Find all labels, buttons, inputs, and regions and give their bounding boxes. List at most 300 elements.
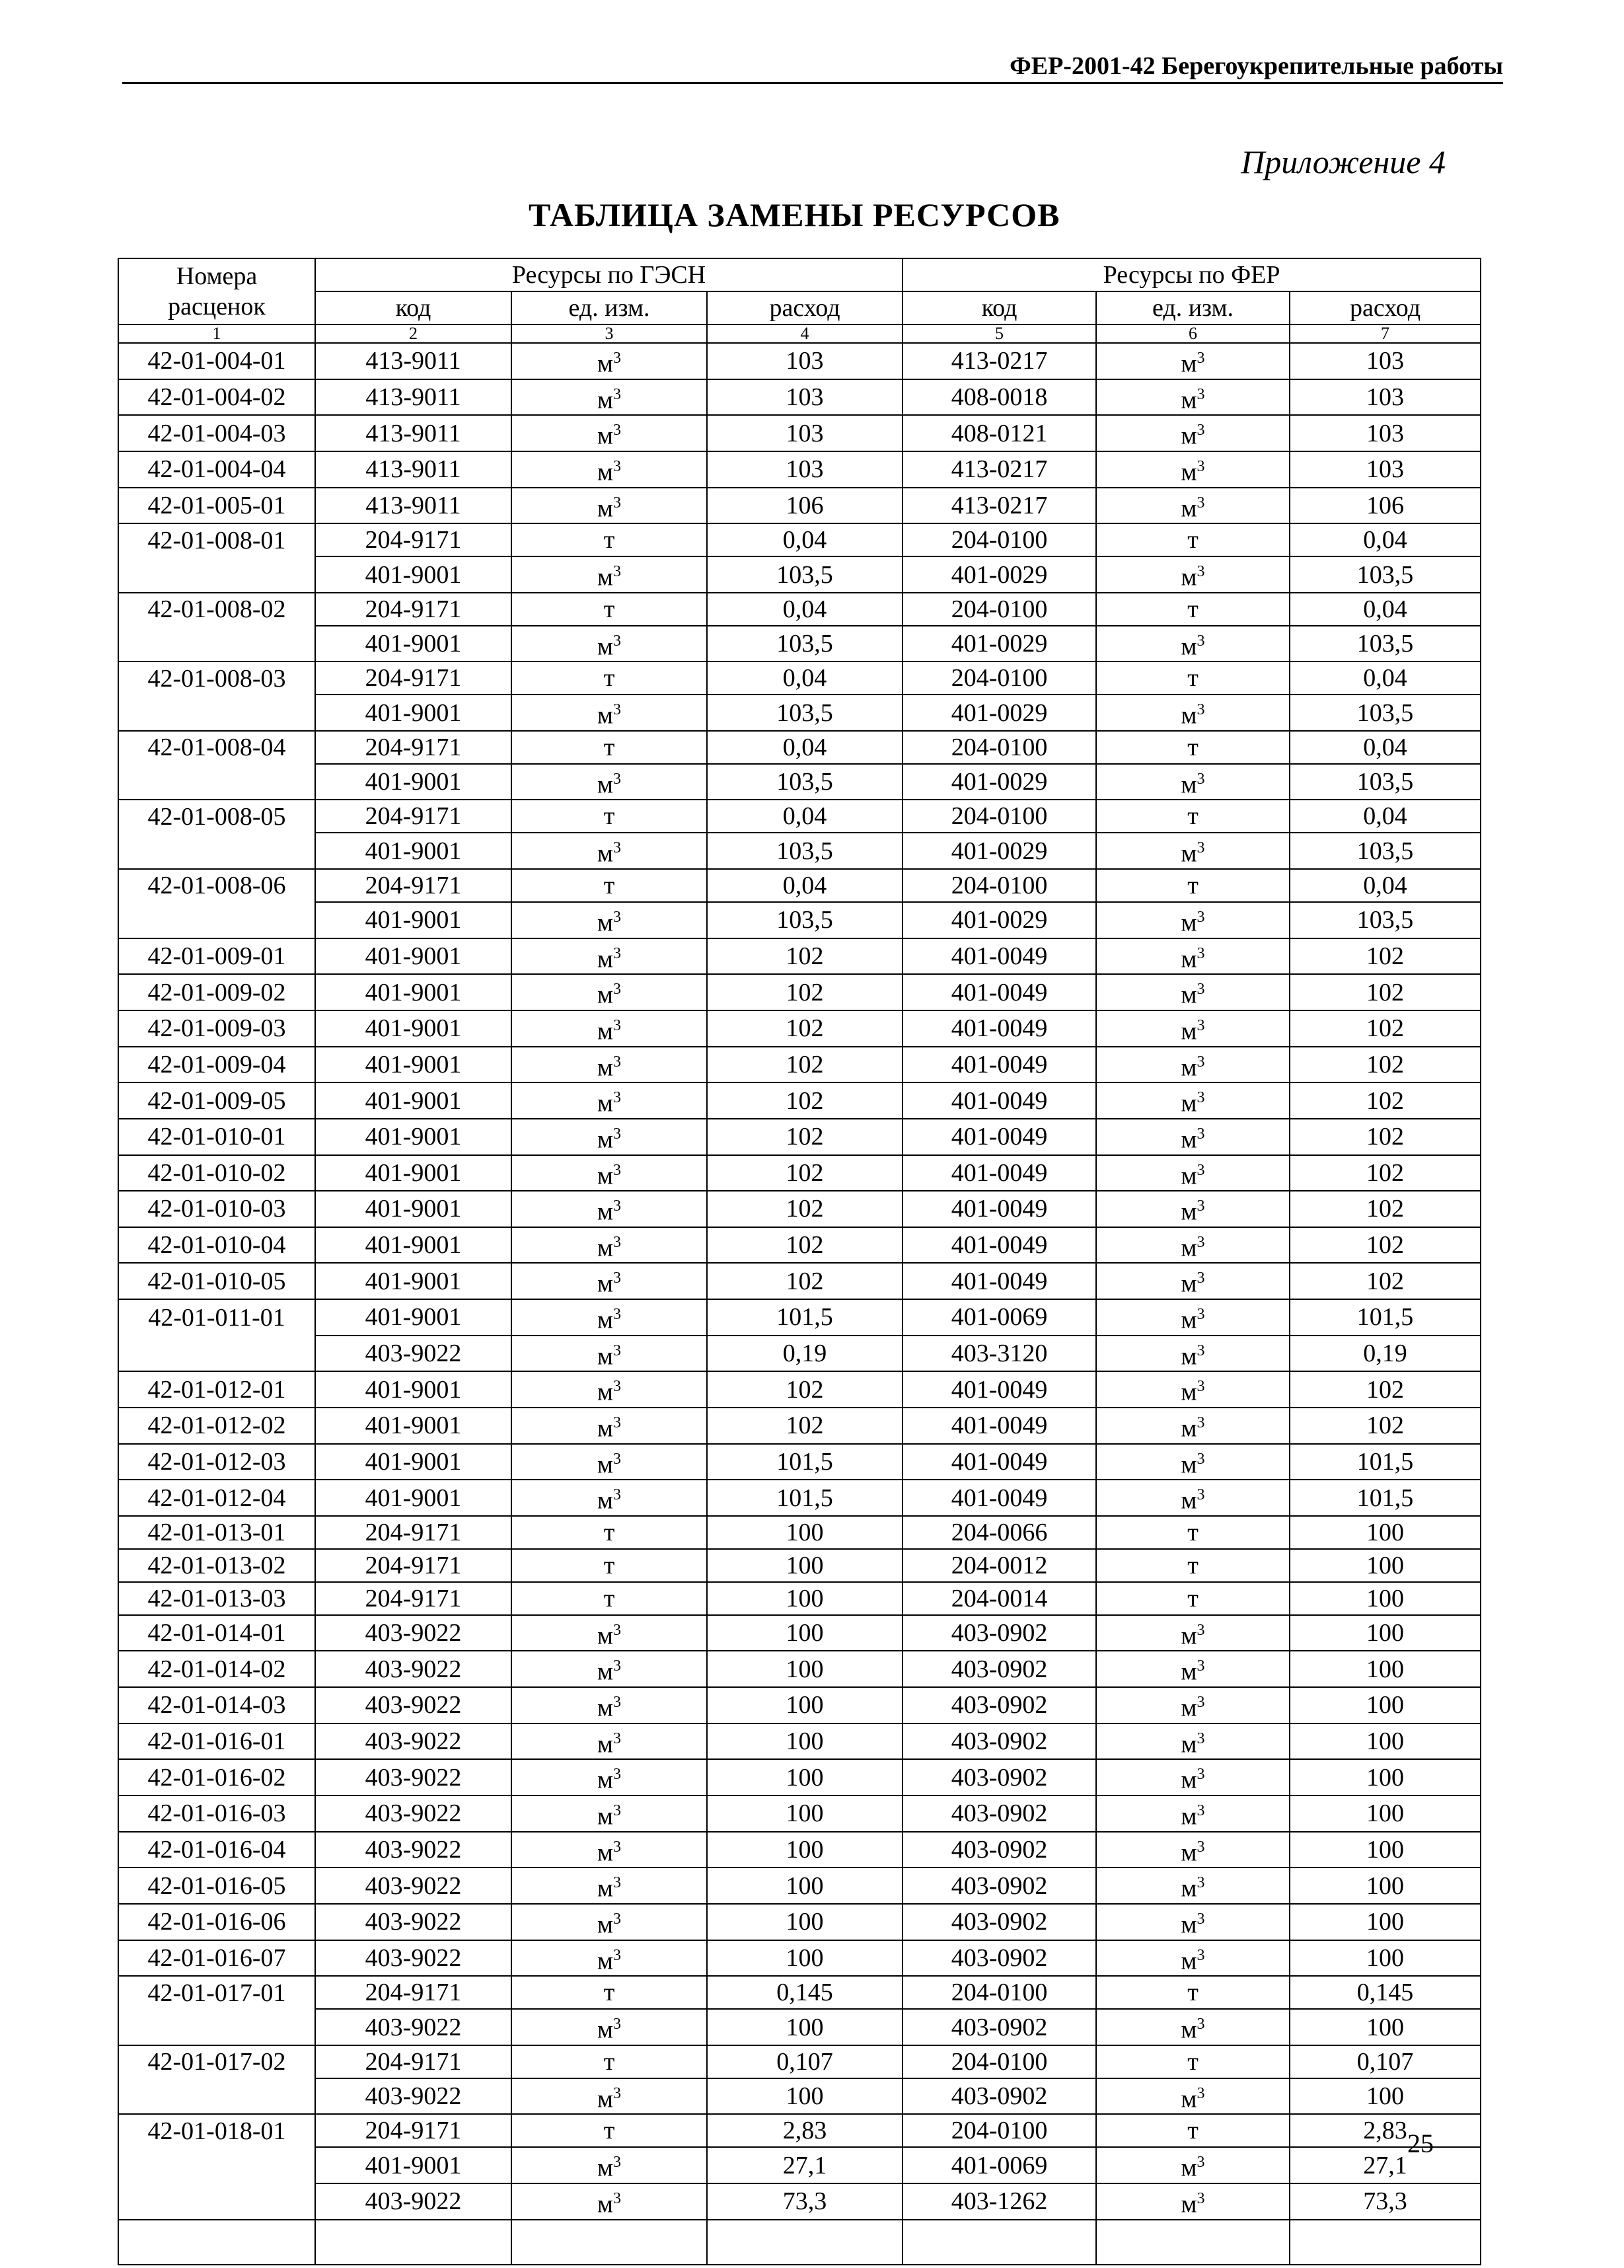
unit-symbol: т xyxy=(603,802,615,831)
gesn-code-cell: 403-9022 xyxy=(315,2183,511,2220)
column-number: 4 xyxy=(707,324,903,343)
fer-consumption-cell: 102 xyxy=(1290,1119,1481,1155)
unit-symbol: м xyxy=(597,2190,614,2218)
gesn-consumption-cell: 100 xyxy=(707,1687,903,1723)
table-row xyxy=(118,1119,1481,1155)
fer-unit-cell xyxy=(1096,1480,1290,1516)
fer-consumption-cell: 100 xyxy=(1290,1582,1481,1615)
fer-consumption-cell: 27,1 xyxy=(1290,2147,1481,2183)
fer-unit-cell xyxy=(1096,626,1290,662)
table-row xyxy=(118,1263,1481,1299)
unit-exponent: 3 xyxy=(1197,1874,1205,1892)
table-row xyxy=(118,1010,1481,1047)
unit-exponent: 3 xyxy=(613,2084,622,2102)
gesn-code-cell: 401-9001 xyxy=(315,626,511,662)
rate-number-cell: 42-01-010-04 xyxy=(118,1227,315,1264)
fer-code-cell: 401-0049 xyxy=(903,1119,1096,1155)
rate-number-cell: 42-01-009-05 xyxy=(118,1082,315,1119)
gesn-code-cell: 403-9022 xyxy=(315,2078,511,2115)
fer-unit-cell xyxy=(1096,662,1290,695)
unit-exponent: 3 xyxy=(1197,632,1205,650)
unit-exponent: 3 xyxy=(613,1233,622,1251)
gesn-unit-cell xyxy=(511,902,707,938)
gesn-code-cell: 401-9001 xyxy=(315,902,511,938)
gesn-unit-cell xyxy=(511,1976,707,2009)
fer-unit-cell xyxy=(1096,800,1290,833)
fer-unit-cell xyxy=(1096,1408,1290,1444)
unit-exponent: 3 xyxy=(613,1946,622,1964)
unit-symbol: т xyxy=(603,595,615,623)
unit-exponent: 3 xyxy=(613,350,622,367)
fer-consumption-cell: 102 xyxy=(1290,1371,1481,1408)
table-row xyxy=(118,556,1481,593)
gesn-code-cell: 204-9171 xyxy=(315,731,511,764)
gesn-consumption-cell: 100 xyxy=(707,1582,903,1615)
unit-symbol: м xyxy=(597,840,614,868)
fer-unit-cell xyxy=(1096,1723,1290,1760)
gesn-unit-cell xyxy=(511,343,707,379)
table-row xyxy=(118,626,1481,662)
gesn-consumption-cell: 102 xyxy=(707,1227,903,1264)
fer-unit-cell xyxy=(1096,488,1290,524)
gesn-consumption-cell: 106 xyxy=(707,488,903,524)
gesn-unit-cell xyxy=(511,1549,707,1582)
rate-number-cell xyxy=(118,764,315,800)
fer-consumption-cell: 103 xyxy=(1290,343,1481,379)
rate-number-cell xyxy=(118,2147,315,2183)
table-row xyxy=(118,833,1481,869)
gesn-code-cell: 403-9022 xyxy=(315,1336,511,1372)
fer-code-cell: 403-0902 xyxy=(903,2009,1096,2045)
unit-exponent: 3 xyxy=(1197,2016,1205,2033)
fer-code-cell: 204-0100 xyxy=(903,2114,1096,2147)
fer-code-cell: 204-0100 xyxy=(903,1976,1096,2009)
gesn-code-cell: 401-9001 xyxy=(315,2147,511,2183)
unit-symbol: т xyxy=(1187,526,1199,554)
gesn-code-cell: 401-9001 xyxy=(315,1371,511,1408)
unit-symbol: м xyxy=(1181,563,1197,591)
gesn-consumption-cell: 2,83 xyxy=(707,2114,903,2147)
unit-exponent: 3 xyxy=(1197,1910,1205,1928)
unit-symbol: м xyxy=(597,981,614,1009)
fer-unit-cell xyxy=(1096,343,1290,379)
unit-symbol: т xyxy=(1187,1551,1199,1579)
rate-number-cell: 42-01-008-04 xyxy=(118,731,315,764)
column-number: 6 xyxy=(1096,324,1290,343)
table-row xyxy=(118,1723,1481,1760)
gesn-code-cell: 403-9022 xyxy=(315,1904,511,1940)
rate-number-cell: 42-01-013-02 xyxy=(118,1549,315,1582)
gesn-consumption-cell: 100 xyxy=(707,2078,903,2115)
unit-exponent: 3 xyxy=(1197,2084,1205,2102)
gesn-consumption-cell: 103,5 xyxy=(707,556,903,593)
rate-number-cell xyxy=(118,902,315,938)
unit-symbol: т xyxy=(603,664,615,693)
gesn-unit-cell xyxy=(511,833,707,869)
gesn-unit-cell xyxy=(511,451,707,488)
gesn-consumption-cell: 0,19 xyxy=(707,1336,903,1372)
rate-number-cell xyxy=(118,1336,315,1372)
gesn-consumption-cell: 102 xyxy=(707,1408,903,1444)
gesn-unit-cell xyxy=(511,1480,707,1516)
gesn-consumption-cell: 102 xyxy=(707,1155,903,1191)
rate-number-cell: 42-01-004-01 xyxy=(118,343,315,379)
fer-consumption-cell: 103 xyxy=(1290,415,1481,451)
unit-symbol: м xyxy=(597,1414,614,1443)
fer-unit-cell xyxy=(1096,1299,1290,1336)
gesn-consumption-cell: 102 xyxy=(707,974,903,1010)
fer-code-cell: 401-0029 xyxy=(903,556,1096,593)
table-row xyxy=(118,1444,1481,1480)
fer-consumption-cell: 102 xyxy=(1290,1010,1481,1047)
table-row xyxy=(118,1759,1481,1796)
fer-consumption-cell: 0,107 xyxy=(1290,2045,1481,2078)
unit-symbol: м xyxy=(597,1766,614,1795)
table-row xyxy=(118,764,1481,800)
table-row xyxy=(118,523,1481,556)
unit-symbol: м xyxy=(1181,945,1197,973)
unit-symbol: т xyxy=(603,733,615,761)
unit-symbol: т xyxy=(603,2047,615,2076)
table-row xyxy=(118,974,1481,1010)
table-row xyxy=(118,1796,1481,1832)
fer-unit-cell xyxy=(1096,451,1290,488)
unit-symbol: м xyxy=(1181,2190,1197,2218)
gesn-consumption-cell: 0,107 xyxy=(707,2045,903,2078)
empty-cell xyxy=(707,2220,903,2265)
rate-number-cell: 42-01-009-03 xyxy=(118,1010,315,1047)
gesn-code-cell: 401-9001 xyxy=(315,1155,511,1191)
unit-symbol: м xyxy=(597,1197,614,1226)
running-header xyxy=(122,1,1503,84)
gesn-unit-cell xyxy=(511,379,707,416)
gesn-code-cell: 204-9171 xyxy=(315,800,511,833)
fer-unit-cell xyxy=(1096,695,1290,731)
table-row xyxy=(118,695,1481,731)
unit-symbol: м xyxy=(1181,1197,1197,1226)
rate-number-cell: 42-01-010-05 xyxy=(118,1263,315,1299)
fer-unit-cell xyxy=(1096,1516,1290,1549)
gesn-consumption-cell: 103,5 xyxy=(707,695,903,731)
rate-number-cell: 42-01-016-03 xyxy=(118,1796,315,1832)
fer-unit-cell xyxy=(1096,556,1290,593)
rate-number-cell: 42-01-016-05 xyxy=(118,1868,315,1904)
fer-code-cell: 401-0049 xyxy=(903,1408,1096,1444)
table-row xyxy=(118,343,1481,379)
gesn-consumption-cell: 103 xyxy=(707,379,903,416)
fer-unit-header: ед. изм. xyxy=(1096,291,1290,324)
empty-cell xyxy=(1290,2220,1481,2265)
gesn-code-cell: 401-9001 xyxy=(315,1010,511,1047)
page-title: ТАБЛИЦА ЗАМЕНЫ РЕСУРСОВ xyxy=(529,196,1060,233)
fer-consumption-cell: 101,5 xyxy=(1290,1480,1481,1516)
unit-exponent: 3 xyxy=(1197,839,1205,857)
fer-code-cell: 403-0902 xyxy=(903,1904,1096,1940)
fer-code-cell: 401-0049 xyxy=(903,1010,1096,1047)
unit-symbol: м xyxy=(1181,458,1197,486)
unit-exponent: 3 xyxy=(1197,2154,1205,2172)
unit-exponent: 3 xyxy=(613,1342,622,1359)
fer-unit-cell xyxy=(1096,1047,1290,1083)
fer-code-cell: 413-0217 xyxy=(903,451,1096,488)
fer-unit-cell xyxy=(1096,2009,1290,2045)
column-number: 2 xyxy=(315,324,511,343)
gesn-consumption-cell: 103 xyxy=(707,451,903,488)
column-number: 5 xyxy=(903,324,1096,343)
unit-exponent: 3 xyxy=(613,1874,622,1892)
gesn-consumption-cell: 73,3 xyxy=(707,2183,903,2220)
unit-symbol: м xyxy=(597,1947,614,1975)
fer-unit-cell xyxy=(1096,2183,1290,2220)
fer-unit-cell xyxy=(1096,1444,1290,1480)
unit-symbol: м xyxy=(597,386,614,414)
fer-consumption-cell: 100 xyxy=(1290,1868,1481,1904)
table-row xyxy=(118,1582,1481,1615)
unit-symbol: т xyxy=(1187,802,1199,831)
gesn-unit-cell xyxy=(511,764,707,800)
rate-number-cell: 42-01-008-05 xyxy=(118,800,315,833)
fer-unit-cell xyxy=(1096,2114,1290,2147)
gesn-unit-cell xyxy=(511,1940,707,1977)
unit-symbol: м xyxy=(1181,1342,1197,1371)
unit-exponent: 3 xyxy=(613,1269,622,1287)
unit-symbol: т xyxy=(1187,595,1199,623)
table-row xyxy=(118,1227,1481,1264)
unit-symbol: м xyxy=(597,563,614,591)
fer-consumption-cell: 102 xyxy=(1290,1082,1481,1119)
table-row xyxy=(118,2147,1481,2183)
fer-consumption-cell: 102 xyxy=(1290,938,1481,975)
gesn-unit-cell xyxy=(511,1868,707,1904)
gesn-consumption-cell: 0,04 xyxy=(707,800,903,833)
rate-number-cell: 42-01-009-02 xyxy=(118,974,315,1010)
gesn-code-cell: 403-9022 xyxy=(315,2009,511,2045)
unit-symbol: м xyxy=(597,1234,614,1262)
unit-exponent: 3 xyxy=(1197,1802,1205,1820)
fer-unit-cell xyxy=(1096,1940,1290,1977)
unit-exponent: 3 xyxy=(613,1414,622,1432)
unit-exponent: 3 xyxy=(1197,1729,1205,1747)
unit-symbol: м xyxy=(1181,1694,1197,1722)
empty-row xyxy=(118,2220,1481,2265)
fer-code-cell: 204-0100 xyxy=(903,800,1096,833)
fer-unit-cell xyxy=(1096,593,1290,626)
fer-unit-cell xyxy=(1096,833,1290,869)
unit-exponent: 3 xyxy=(613,2016,622,2033)
gesn-code-cell: 401-9001 xyxy=(315,1408,511,1444)
gesn-unit-cell xyxy=(511,2078,707,2115)
unit-exponent: 3 xyxy=(613,908,622,926)
rate-number-cell xyxy=(118,626,315,662)
unit-symbol: м xyxy=(597,494,614,523)
unit-symbol: м xyxy=(1181,1234,1197,1262)
unit-symbol: м xyxy=(1181,1017,1197,1045)
rate-number-cell: 42-01-014-03 xyxy=(118,1687,315,1723)
unit-symbol: м xyxy=(597,1487,614,1515)
fer-unit-cell xyxy=(1096,415,1290,451)
unit-symbol: м xyxy=(1181,1270,1197,1299)
table-row xyxy=(118,2114,1481,2147)
table-row xyxy=(118,415,1481,451)
unit-symbol: т xyxy=(603,1584,615,1612)
unit-symbol: м xyxy=(1181,386,1197,414)
fer-unit-cell xyxy=(1096,764,1290,800)
fer-code-cell: 204-0066 xyxy=(903,1516,1096,1549)
fer-consumption-cell: 0,04 xyxy=(1290,662,1481,695)
gesn-consumption-cell: 102 xyxy=(707,1191,903,1227)
empty-cell xyxy=(511,2220,707,2265)
gesn-code-cell: 403-9022 xyxy=(315,1759,511,1796)
gesn-unit-cell xyxy=(511,523,707,556)
fer-consumption-cell: 100 xyxy=(1290,1615,1481,1651)
unit-exponent: 3 xyxy=(613,457,622,475)
fer-consumption-cell: 102 xyxy=(1290,1191,1481,1227)
fer-code-cell: 403-0902 xyxy=(903,1651,1096,1687)
fer-unit-cell xyxy=(1096,1832,1290,1868)
unit-exponent: 3 xyxy=(613,2189,622,2207)
unit-symbol: м xyxy=(597,701,614,730)
gesn-code-cell: 401-9001 xyxy=(315,1047,511,1083)
resource-replacement-table xyxy=(118,258,1481,2265)
gesn-code-cell: 401-9001 xyxy=(315,695,511,731)
table-row xyxy=(118,1615,1481,1651)
unit-symbol: м xyxy=(597,1162,614,1190)
fer-consumption-cell: 101,5 xyxy=(1290,1299,1481,1336)
unit-exponent: 3 xyxy=(1197,1838,1205,1856)
gesn-unit-cell xyxy=(511,1336,707,1372)
table-row xyxy=(118,1832,1481,1868)
gesn-consumption-cell: 103,5 xyxy=(707,902,903,938)
gesn-unit-cell xyxy=(511,1516,707,1549)
fer-unit-cell xyxy=(1096,2078,1290,2115)
unit-symbol: м xyxy=(597,1125,614,1154)
fer-code-cell: 408-0121 xyxy=(903,415,1096,451)
gesn-code-cell: 401-9001 xyxy=(315,1227,511,1264)
gesn-code-cell: 413-9011 xyxy=(315,379,511,416)
gesn-unit-cell xyxy=(511,593,707,626)
fer-consumption-cell: 0,04 xyxy=(1290,593,1481,626)
fer-code-cell: 401-0049 xyxy=(903,1444,1096,1480)
unit-exponent: 3 xyxy=(613,385,622,403)
unit-exponent: 3 xyxy=(613,1016,622,1034)
unit-symbol: м xyxy=(597,1694,614,1722)
unit-symbol: т xyxy=(1187,664,1199,693)
unit-symbol: м xyxy=(597,2085,614,2113)
unit-symbol: м xyxy=(597,1053,614,1082)
fer-code-cell: 401-0049 xyxy=(903,1191,1096,1227)
fer-unit-cell xyxy=(1096,1010,1290,1047)
fer-unit-cell xyxy=(1096,1082,1290,1119)
rate-number-cell: 42-01-012-04 xyxy=(118,1480,315,1516)
unit-symbol: м xyxy=(1181,1622,1197,1650)
rate-number-cell: 42-01-004-04 xyxy=(118,451,315,488)
gesn-code-cell: 401-9001 xyxy=(315,1191,511,1227)
gesn-unit-cell xyxy=(511,695,707,731)
rate-number-cell: 42-01-016-07 xyxy=(118,1940,315,1977)
table-row xyxy=(118,1371,1481,1408)
gesn-unit-cell xyxy=(511,731,707,764)
unit-symbol: м xyxy=(597,1910,614,1939)
unit-symbol: м xyxy=(1181,1451,1197,1479)
unit-symbol: м xyxy=(597,1017,614,1045)
gesn-code-cell: 401-9001 xyxy=(315,1263,511,1299)
gesn-consumption-cell: 102 xyxy=(707,1047,903,1083)
fer-code-cell: 403-0902 xyxy=(903,1796,1096,1832)
fer-code-cell: 401-0029 xyxy=(903,626,1096,662)
gesn-consumption-cell: 0,04 xyxy=(707,593,903,626)
fer-consumption-cell: 103,5 xyxy=(1290,902,1481,938)
unit-symbol: м xyxy=(597,1802,614,1831)
unit-symbol: м xyxy=(1181,1162,1197,1190)
fer-consumption-cell: 103,5 xyxy=(1290,626,1481,662)
table-row xyxy=(118,2009,1481,2045)
unit-exponent: 3 xyxy=(1197,1089,1205,1107)
fer-code-cell: 413-0217 xyxy=(903,488,1096,524)
fer-unit-cell xyxy=(1096,1227,1290,1264)
gesn-code-cell: 403-9022 xyxy=(315,1832,511,1868)
gesn-code-cell: 401-9001 xyxy=(315,1444,511,1480)
unit-symbol: м xyxy=(597,2154,614,2182)
fer-consumption-cell: 0,04 xyxy=(1290,869,1481,902)
fer-unit-cell xyxy=(1096,902,1290,938)
unit-symbol: м xyxy=(1181,981,1197,1009)
fer-consumption-cell: 73,3 xyxy=(1290,2183,1481,2220)
fer-code-header: код xyxy=(903,291,1096,324)
unit-symbol: м xyxy=(1181,909,1197,937)
gesn-consumption-cell: 103,5 xyxy=(707,626,903,662)
unit-symbol: м xyxy=(597,2016,614,2044)
rate-number-cell: 42-01-016-02 xyxy=(118,1759,315,1796)
unit-symbol: т xyxy=(1187,2047,1199,2076)
fer-unit-cell xyxy=(1096,1687,1290,1723)
group-fer-header: Ресурсы по ФЕР xyxy=(903,258,1481,291)
appendix-label: Приложение 4 xyxy=(1241,143,1446,180)
unit-exponent: 3 xyxy=(1197,1378,1205,1396)
gesn-consumption-cell: 101,5 xyxy=(707,1299,903,1336)
gesn-consumption-cell: 0,145 xyxy=(707,1976,903,2009)
unit-symbol: м xyxy=(1181,2016,1197,2044)
table-row xyxy=(118,1155,1481,1191)
gesn-code-cell: 204-9171 xyxy=(315,1582,511,1615)
empty-cell xyxy=(1096,2220,1290,2265)
fer-unit-cell xyxy=(1096,1796,1290,1832)
unit-symbol: м xyxy=(1181,1910,1197,1939)
gesn-consumption-cell: 27,1 xyxy=(707,2147,903,2183)
unit-exponent: 3 xyxy=(1197,1694,1205,1712)
unit-symbol: т xyxy=(603,1551,615,1579)
unit-symbol: м xyxy=(1181,1089,1197,1117)
gesn-consumption-cell: 100 xyxy=(707,1940,903,1977)
gesn-unit-cell xyxy=(511,1299,707,1336)
unit-exponent: 3 xyxy=(1197,563,1205,581)
fer-unit-cell xyxy=(1096,869,1290,902)
unit-symbol: м xyxy=(1181,422,1197,450)
unit-exponent: 3 xyxy=(613,1729,622,1747)
fer-code-cell: 401-0049 xyxy=(903,1371,1096,1408)
gesn-consumption-cell: 0,04 xyxy=(707,662,903,695)
unit-exponent: 3 xyxy=(613,494,622,511)
rate-number-cell: 42-01-012-02 xyxy=(118,1408,315,1444)
gesn-unit-cell xyxy=(511,2183,707,2220)
fer-code-cell: 403-3120 xyxy=(903,1336,1096,1372)
unit-exponent: 3 xyxy=(613,1910,622,1928)
gesn-code-cell: 401-9001 xyxy=(315,764,511,800)
gesn-code-cell: 401-9001 xyxy=(315,1299,511,1336)
gesn-consumption-cell: 100 xyxy=(707,1651,903,1687)
table-row xyxy=(118,1549,1481,1582)
unit-symbol: м xyxy=(1181,1658,1197,1686)
fer-code-cell: 401-0049 xyxy=(903,1480,1096,1516)
